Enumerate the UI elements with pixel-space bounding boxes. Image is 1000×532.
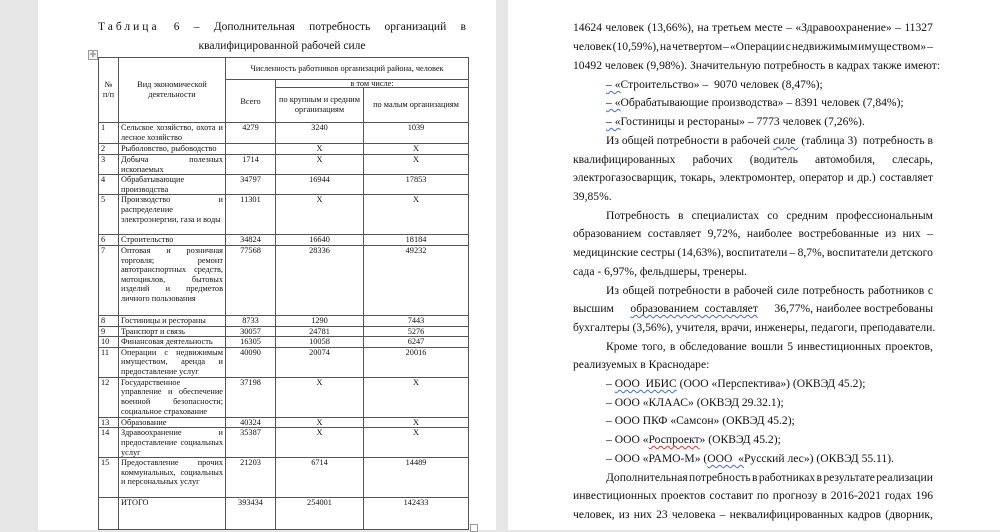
row-activity: Оптовая и розничная торговля; ремонт автотранспортных средств, мотоциклов, бытовых изделий и предметов личного пользования xyxy=(119,245,226,315)
text-word: них xyxy=(902,227,921,240)
document-page-right xyxy=(508,0,1000,530)
text-word: и xyxy=(847,171,854,184)
row-large-medium: 254001 xyxy=(276,498,364,530)
text-word: на xyxy=(659,40,672,53)
row-activity: Сельское хозяйство, охота и лесное хозяйство xyxy=(119,123,226,144)
text-word: месте xyxy=(754,21,783,34)
grammar-flagged-text: – « xyxy=(606,115,621,128)
text-word: – xyxy=(719,508,726,521)
text-line xyxy=(606,377,933,390)
text-line xyxy=(606,396,933,409)
header-including: в том числе: xyxy=(276,80,469,88)
text-line xyxy=(573,40,933,53)
table-row xyxy=(99,155,469,175)
row-small: 14489 xyxy=(364,458,469,498)
text-word: 14624 xyxy=(573,21,602,34)
text-word: медицинские xyxy=(573,246,639,259)
text-word: наиболее xyxy=(746,227,793,240)
text-line xyxy=(606,115,933,128)
text-word: человек xyxy=(605,21,645,34)
text-segment: 10492 человек (9,98%). Значительную потребность в кадрах также имеют: xyxy=(573,59,941,72)
row-total: 11301 xyxy=(226,195,276,235)
row-activity: Производство и распределение электроэнергии, газа и воды xyxy=(119,195,226,235)
row-total: 30057 xyxy=(226,326,276,337)
text-word: воспитатели xyxy=(725,246,788,259)
row-activity: Добыча полезных ископаемых xyxy=(119,155,226,175)
row-large-medium: 3240 xyxy=(276,123,364,144)
row-small: 6247 xyxy=(364,337,469,348)
text-line xyxy=(606,284,933,297)
text-word: – xyxy=(723,40,729,53)
text-line xyxy=(606,414,933,427)
row-large-medium: 16640 xyxy=(276,235,364,246)
row-activity: Обрабатывающие производства xyxy=(119,175,226,195)
row-total: 40324 xyxy=(226,417,276,428)
text-line xyxy=(606,78,933,91)
row-small: 5276 xyxy=(364,326,469,337)
text-word: (дворник, xyxy=(885,508,933,521)
text-line xyxy=(573,59,941,72)
row-activity: Финансовая деятельность xyxy=(119,337,226,348)
row-number: 9 xyxy=(99,326,119,337)
row-total: 34824 xyxy=(226,235,276,246)
row-small: 49232 xyxy=(364,245,469,315)
row-small: 18184 xyxy=(364,235,469,246)
row-total: 4279 xyxy=(226,123,276,144)
caption-word: организаций xyxy=(384,21,447,33)
row-total xyxy=(226,144,276,155)
row-number: 14 xyxy=(99,428,119,458)
row-total: 34797 xyxy=(226,175,276,195)
text-word: «Здравоохранение» xyxy=(795,21,892,34)
row-activity: Операции с недвижимым имуществом, аренда и предоставление услуг xyxy=(119,347,226,377)
table-row xyxy=(99,428,469,458)
text-segment: – ООО ПКФ «Самсон» (ОКВЭД 45.2); xyxy=(606,414,795,427)
text-word: средним xyxy=(786,209,828,222)
text-word: человека xyxy=(671,508,716,521)
text-word: проектов, xyxy=(885,340,933,353)
table-row xyxy=(99,195,469,235)
text-word: составляет xyxy=(879,171,933,184)
row-large-medium: 20074 xyxy=(276,347,364,377)
text-word: 2016-2021 xyxy=(830,489,882,502)
row-large-medium: 28336 xyxy=(276,245,364,315)
text-word: специалистах xyxy=(691,209,760,222)
text-word: (14,63%), xyxy=(677,246,724,259)
text-word: недвижимым xyxy=(791,40,858,53)
text-segment: сада - 6,97%, фельдшеры, тренеры. xyxy=(573,265,747,278)
row-large-medium: 6714 xyxy=(276,458,364,498)
text-word: (13,66%), xyxy=(647,21,694,34)
header-activity: Вид экономической деятельности xyxy=(119,58,226,123)
text-line xyxy=(573,21,933,34)
text-word: работниках xyxy=(758,471,816,484)
row-total: 77568 xyxy=(226,245,276,315)
text-word: рабочей xyxy=(733,284,774,297)
row-large-medium: X xyxy=(276,417,364,428)
row-small: X xyxy=(364,155,469,175)
text-segment: – ООО «РАМО-М» ( xyxy=(606,452,708,465)
table-row xyxy=(99,337,469,348)
row-small: 17853 xyxy=(364,175,469,195)
text-word: Из xyxy=(606,284,619,297)
row-large-medium: X xyxy=(276,155,364,175)
row-large-medium: X xyxy=(276,377,364,417)
text-segment: высшим xyxy=(573,302,617,315)
text-segment: Гостиницы и рестораны» – 7773 человек (7,26%). xyxy=(620,115,865,128)
row-small: X xyxy=(364,417,469,428)
row-small: X xyxy=(364,195,469,235)
text-word: Потребность xyxy=(606,209,670,222)
text-word: автомобиля, xyxy=(814,153,876,166)
text-line xyxy=(573,358,933,371)
text-word: обследование xyxy=(679,340,747,353)
row-small: 1039 xyxy=(364,123,469,144)
table-row xyxy=(99,458,469,498)
text-word: с xyxy=(785,40,791,53)
text-segment: Обрабатывающие производства» – 8391 человек (7,84%); xyxy=(620,96,904,109)
text-word: Дополнительная xyxy=(606,471,688,484)
text-word: по xyxy=(756,489,769,502)
text-word: 9,72%, xyxy=(707,227,741,240)
text-word: – xyxy=(786,21,792,34)
text-line xyxy=(606,433,933,446)
table-row xyxy=(99,144,469,155)
row-activity: Строительство xyxy=(119,235,226,246)
row-activity: Рыболовство, рыбоводство xyxy=(119,144,226,155)
text-line xyxy=(573,321,936,334)
row-activity: ИТОГО xyxy=(119,498,226,530)
table-caption-line2: квалифицированной рабочей силе xyxy=(198,40,366,52)
text-word: неквалифицированных xyxy=(729,508,844,521)
text-word: из xyxy=(618,508,630,521)
text-word: реализации xyxy=(876,471,933,484)
row-number: 7 xyxy=(99,245,119,315)
spelling-flagged-text: Роспроект xyxy=(648,433,700,446)
table-row xyxy=(99,377,469,417)
row-total: 35387 xyxy=(226,428,276,458)
text-word: детского xyxy=(890,246,933,259)
text-word: третьем xyxy=(712,21,752,34)
row-small: 142433 xyxy=(364,498,469,530)
text-segment: (ООО «Перспектива») (ОКВЭД 45.2); xyxy=(676,377,866,390)
text-word: вошли xyxy=(750,340,784,353)
text-line xyxy=(606,471,933,484)
text-line xyxy=(573,190,933,203)
row-large-medium: X xyxy=(276,428,364,458)
text-word: человек xyxy=(573,40,612,53)
text-word: оператор xyxy=(799,171,844,184)
row-number: 10 xyxy=(99,337,119,348)
document-page-left xyxy=(38,0,496,530)
row-large-medium: X xyxy=(276,144,364,155)
row-activity: Гостиницы и рестораны xyxy=(119,315,226,326)
text-word: 196 xyxy=(915,489,933,502)
row-large-medium: 10058 xyxy=(276,337,364,348)
text-word: 23 xyxy=(656,508,668,521)
table-row xyxy=(99,245,469,315)
caption-word: в xyxy=(460,21,466,33)
text-word: проектов xyxy=(660,489,706,502)
row-number: 4 xyxy=(99,175,119,195)
text-segment: » (ОКВЭД 45.2); xyxy=(699,433,781,446)
text-line xyxy=(606,96,933,109)
row-total: 1714 xyxy=(226,155,276,175)
text-word: того, xyxy=(641,340,666,353)
text-segment: (таблица 3) потребность в xyxy=(798,134,933,147)
grammar-flagged-text: – « xyxy=(606,78,621,91)
text-word: сестры xyxy=(640,246,676,259)
text-segment: – ООО «КЛААС» (ОКВЭД 29.32.1); xyxy=(606,396,784,409)
text-word: в xyxy=(816,471,823,484)
text-word: работников xyxy=(867,284,925,297)
text-word: – xyxy=(927,227,933,240)
caption-word: потребность xyxy=(309,21,371,33)
text-word: 11327 xyxy=(904,21,933,34)
text-word: Кроме xyxy=(606,340,638,353)
row-activity: Здравоохранение и предоставление социальных услуг xyxy=(119,428,226,458)
row-small: X xyxy=(364,144,469,155)
text-word: годах xyxy=(884,489,912,502)
row-large-medium: 16944 xyxy=(276,175,364,195)
text-word: из xyxy=(885,227,897,240)
text-segment: – ООО « xyxy=(606,433,649,446)
row-number: 12 xyxy=(99,377,119,417)
row-large-medium: 24781 xyxy=(276,326,364,337)
grammar-flagged-text: – « xyxy=(606,96,621,109)
text-word: составляет xyxy=(647,227,702,240)
text-word: др.) xyxy=(857,171,876,184)
row-total: 37198 xyxy=(226,377,276,417)
row-activity: Государственное управление и обеспечение военной безопасности; социальное страхование xyxy=(119,377,226,417)
text-word: электрогазосварщик, xyxy=(573,171,677,184)
text-line xyxy=(573,265,933,278)
header-large-medium: по крупным и средним организациям xyxy=(276,88,364,123)
text-word: в xyxy=(752,471,758,484)
text-word: кадров xyxy=(847,508,882,521)
table-resize-handle[interactable] xyxy=(470,524,478,532)
text-word: профессиональным xyxy=(836,209,933,222)
text-word: них xyxy=(633,508,652,521)
table-row xyxy=(99,315,469,326)
text-line xyxy=(573,227,933,240)
table-row xyxy=(99,417,469,428)
text-segment: Из общей потребности в рабочей xyxy=(606,134,774,147)
text-word: на xyxy=(697,21,709,34)
text-word: образованием xyxy=(573,227,642,240)
text-word: «Операции xyxy=(729,40,785,53)
text-word: токарь, xyxy=(680,171,716,184)
text-line xyxy=(606,209,933,222)
text-word: 5 xyxy=(787,340,794,353)
text-segment: реализуемых в Краснодаре: xyxy=(573,358,710,371)
header-small: по малым организациям xyxy=(364,88,469,123)
row-small: 7443 xyxy=(364,315,469,326)
text-word: потребность xyxy=(802,284,865,297)
text-word: 8,7%, xyxy=(797,246,825,259)
header-total: Всего xyxy=(226,80,276,123)
text-line xyxy=(573,246,933,259)
workforce-table xyxy=(98,57,469,530)
text-word: прогнозу xyxy=(772,489,818,502)
text-word: – xyxy=(789,246,796,259)
text-line xyxy=(606,134,933,147)
text-segment: 36,77%, наиболее востребованы xyxy=(771,302,933,315)
row-number: 8 xyxy=(99,315,119,326)
row-number: 3 xyxy=(99,155,119,175)
text-segment: Русский лес») (ОКВЭД 55.11). xyxy=(743,452,894,465)
row-small: X xyxy=(364,377,469,417)
row-number: 13 xyxy=(99,417,119,428)
text-line xyxy=(606,340,933,353)
text-word: (водитель xyxy=(749,153,798,166)
text-word: с xyxy=(927,284,933,297)
row-number: 2 xyxy=(99,144,119,155)
row-total: 21203 xyxy=(226,458,276,498)
text-word: квалифицированных xyxy=(573,153,676,166)
row-small: 20016 xyxy=(364,347,469,377)
text-word: в xyxy=(678,209,684,222)
row-activity: Предоставление прочих коммунальных, социальных и персональных услуг xyxy=(119,458,226,498)
text-segment: Строительство» – 9070 человек (8,47%); xyxy=(620,78,823,91)
row-large-medium: X xyxy=(276,195,364,235)
text-word: инвестиционных xyxy=(797,340,882,353)
text-segment: – xyxy=(606,377,615,390)
text-word: слесарь, xyxy=(892,153,933,166)
row-total: 16305 xyxy=(226,337,276,348)
text-word: имуществом» xyxy=(858,40,927,53)
text-word: рабочих xyxy=(692,153,733,166)
text-word: в xyxy=(669,340,676,353)
text-word: общей xyxy=(622,284,655,297)
caption-word: Дополнительная xyxy=(213,21,295,33)
row-total: 393434 xyxy=(226,498,276,530)
table-row xyxy=(99,498,469,530)
text-word: со xyxy=(767,209,779,222)
row-total: 40090 xyxy=(226,347,276,377)
text-line xyxy=(573,489,933,502)
header-workers: Численность работников организаций района, человек xyxy=(226,58,469,80)
text-line xyxy=(606,452,933,465)
text-word: – xyxy=(927,40,933,53)
row-number: 1 xyxy=(99,123,119,144)
row-large-medium: 1290 xyxy=(276,315,364,326)
table-move-handle-icon[interactable]: ✛ xyxy=(89,50,97,59)
row-number: 15 xyxy=(99,458,119,498)
text-word: инвестиционных xyxy=(573,489,657,502)
text-word: воспитатели xyxy=(826,246,889,259)
row-number: 6 xyxy=(99,235,119,246)
header-num: № п/п xyxy=(99,58,119,123)
table-row xyxy=(99,347,469,377)
text-word: потребность xyxy=(689,471,751,484)
text-line xyxy=(573,508,933,521)
text-word: результате xyxy=(823,471,875,484)
caption-word: 6 xyxy=(173,21,180,33)
row-activity: Образование xyxy=(119,417,226,428)
row-number: 5 xyxy=(99,195,119,235)
table-row xyxy=(99,235,469,246)
text-word: четвертом xyxy=(672,40,723,53)
grammar-flagged-text: ООО ИБИС xyxy=(614,377,677,390)
row-number xyxy=(99,498,119,530)
table-caption-line1 xyxy=(98,21,466,33)
table-row xyxy=(99,175,469,195)
text-word: потребности xyxy=(658,284,721,297)
row-small: X xyxy=(364,428,469,458)
text-word: – xyxy=(895,21,901,34)
text-word: (10,59%), xyxy=(612,40,660,53)
text-segment: 39,85%. xyxy=(573,190,612,203)
grammar-flagged-text: образованием составляет xyxy=(630,302,758,315)
caption-word: Таблица xyxy=(98,21,160,33)
text-word: составит xyxy=(709,489,753,502)
table-row xyxy=(99,123,469,144)
text-line xyxy=(573,302,933,315)
table-row xyxy=(99,326,469,337)
row-activity: Транспорт и связь xyxy=(119,326,226,337)
text-line xyxy=(573,171,933,184)
grammar-flagged-text: ООО « xyxy=(707,452,744,465)
text-word: востребованные xyxy=(798,227,879,240)
text-word: электромонтер, xyxy=(719,171,796,184)
text-word: человек, xyxy=(573,508,615,521)
text-segment: бухгалтеры (3,56%), учителя, врачи, инженеры, педагоги, преподаватели. xyxy=(573,321,936,334)
row-number: 11 xyxy=(99,347,119,377)
text-line xyxy=(573,153,933,166)
text-word: в xyxy=(724,284,730,297)
grammar-flagged-text: силе xyxy=(773,134,799,147)
row-total: 8733 xyxy=(226,315,276,326)
caption-word: – xyxy=(193,21,200,33)
text-word: силе xyxy=(776,284,799,297)
text-word: в xyxy=(821,489,827,502)
